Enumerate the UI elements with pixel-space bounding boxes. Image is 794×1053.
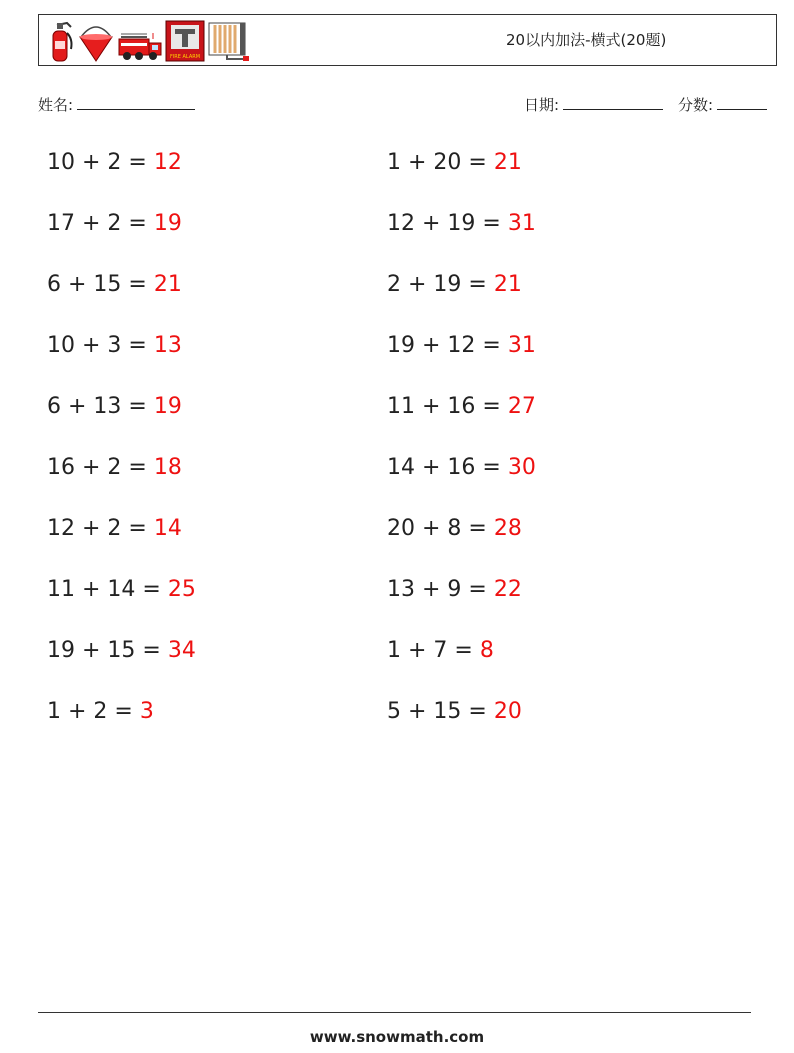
problem-right-3 bbox=[387, 272, 522, 298]
answer: 3 bbox=[139, 699, 154, 724]
problem-left-7 bbox=[47, 516, 182, 542]
answer: 21 bbox=[153, 272, 182, 297]
answer: 27 bbox=[507, 394, 536, 419]
problem-right-7 bbox=[387, 516, 522, 542]
problem-text: 1 + 2 = bbox=[47, 699, 140, 724]
name-field bbox=[38, 93, 195, 115]
problem-text: 17 + 2 = bbox=[47, 211, 154, 236]
answer: 21 bbox=[493, 150, 522, 175]
fire-alarm-icon bbox=[165, 19, 205, 63]
problem-text: 20 + 8 = bbox=[387, 516, 494, 541]
problem-text: 1 + 20 = bbox=[387, 150, 494, 175]
problem-text: 12 + 2 = bbox=[47, 516, 154, 541]
problem-text: 10 + 3 = bbox=[47, 333, 154, 358]
worksheet-title: 20以内加法-横式(20题) bbox=[506, 31, 667, 49]
name-label: 姓名: bbox=[38, 96, 74, 114]
problem-text: 6 + 15 = bbox=[47, 272, 154, 297]
name-blank[interactable] bbox=[77, 93, 195, 110]
fire-hose-icon bbox=[207, 19, 251, 63]
answer: 31 bbox=[507, 333, 536, 358]
answer: 25 bbox=[167, 577, 196, 602]
problem-text: 19 + 15 = bbox=[47, 638, 168, 663]
problem-text: 12 + 19 = bbox=[387, 211, 508, 236]
problem-right-1 bbox=[387, 150, 522, 176]
answer: 34 bbox=[167, 638, 196, 663]
answer: 22 bbox=[493, 577, 522, 602]
answer: 31 bbox=[507, 211, 536, 236]
date-label: 日期: bbox=[524, 96, 560, 114]
problem-text: 10 + 2 = bbox=[47, 150, 154, 175]
problem-right-10 bbox=[387, 699, 522, 725]
problem-right-8 bbox=[387, 577, 522, 603]
answer: 30 bbox=[507, 455, 536, 480]
answer: 14 bbox=[153, 516, 182, 541]
problem-text: 19 + 12 = bbox=[387, 333, 508, 358]
problem-left-4 bbox=[47, 333, 182, 359]
fire-extinguisher-icon bbox=[47, 19, 75, 63]
problem-left-9 bbox=[47, 638, 196, 664]
problem-left-5 bbox=[47, 394, 182, 420]
problem-left-8 bbox=[47, 577, 196, 603]
fire-truck-icon bbox=[117, 19, 163, 63]
problem-text: 16 + 2 = bbox=[47, 455, 154, 480]
answer: 19 bbox=[153, 211, 182, 236]
fire-bucket-icon bbox=[77, 19, 115, 63]
answer: 28 bbox=[493, 516, 522, 541]
problem-right-5 bbox=[387, 394, 536, 420]
problem-text: 2 + 19 = bbox=[387, 272, 494, 297]
problem-left-3 bbox=[47, 272, 182, 298]
problem-left-2 bbox=[47, 211, 182, 237]
answer: 21 bbox=[493, 272, 522, 297]
problem-text: 11 + 16 = bbox=[387, 394, 508, 419]
problem-text: 11 + 14 = bbox=[47, 577, 168, 602]
problem-right-2 bbox=[387, 211, 536, 237]
answer: 8 bbox=[479, 638, 494, 663]
problem-text: 13 + 9 = bbox=[387, 577, 494, 602]
footer-divider bbox=[38, 1012, 751, 1013]
problem-text: 14 + 16 = bbox=[387, 455, 508, 480]
problem-text: 5 + 15 = bbox=[387, 699, 494, 724]
footer-website[interactable]: www.snowmath.com bbox=[309, 1028, 485, 1046]
date-blank[interactable] bbox=[563, 93, 663, 110]
problem-text: 6 + 13 = bbox=[47, 394, 154, 419]
answer: 12 bbox=[153, 150, 182, 175]
problem-text: 1 + 7 = bbox=[387, 638, 480, 663]
answer: 20 bbox=[493, 699, 522, 724]
worksheet-header bbox=[38, 14, 777, 66]
problem-left-6 bbox=[47, 455, 182, 481]
problem-left-1 bbox=[47, 150, 182, 176]
problem-left-10 bbox=[47, 699, 154, 725]
score-label: 分数: bbox=[678, 96, 714, 114]
answer: 19 bbox=[153, 394, 182, 419]
date-field bbox=[524, 93, 663, 115]
problem-right-4 bbox=[387, 333, 536, 359]
score-field bbox=[678, 93, 767, 115]
fire-alarm-label: FIRE ALARM bbox=[169, 54, 201, 60]
header-icons bbox=[47, 19, 251, 63]
answer: 18 bbox=[153, 455, 182, 480]
problem-right-6 bbox=[387, 455, 536, 481]
answer: 13 bbox=[153, 333, 182, 358]
problem-right-9 bbox=[387, 638, 494, 664]
score-blank[interactable] bbox=[717, 93, 767, 110]
